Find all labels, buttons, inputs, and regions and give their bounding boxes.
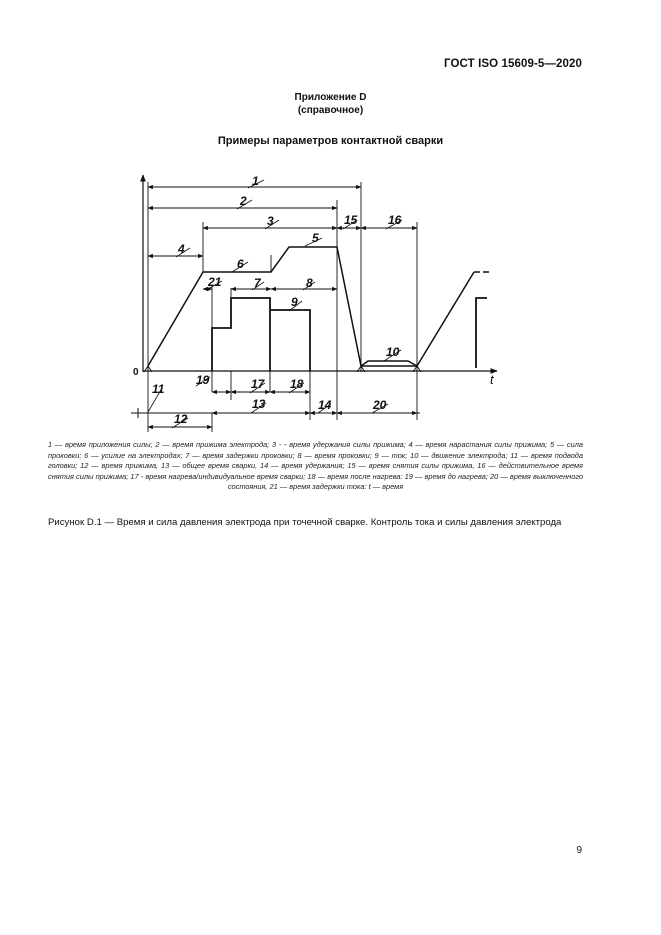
standard-code: ГОСТ ISO 15609-5—2020 <box>444 58 582 70</box>
page-number: 9 <box>576 845 582 856</box>
label-16: 16 <box>388 213 402 227</box>
label-13: 13 <box>252 397 266 411</box>
welding-timing-diagram <box>115 165 505 440</box>
origin-label: 0 <box>133 367 139 378</box>
figure-legend: 1 — время приложения силы; 2 — время прижима электрода; 3 - - время удержания силы прижима; 4 — время нарастания силы прижима; 5 — сила проковки; 6 — усилие на электродах; 7 — время задержки проковки; 8 — время проковки; 9 — ток; 10 — движение электрода; 11 — время подвода головки; 12 — время прижима, 13 — общее время сварки, 14 — время удержания; 15 — время снятия силы прижима, 16 — действительное время снятия силы прижима; 17 - время нагрева/индивидуальное время сварки; 18 — время после нагрева: 19 — время до нагрева; 20 — время выключенного состояния, 21 — время задержки тока: t — время <box>48 440 583 492</box>
figure-caption: Рисунок D.1 — Время и сила давления электрода при точечной сварке. Контроль тока и силы давления электрода <box>48 517 562 528</box>
label-6: 6 <box>237 257 244 271</box>
label-5: 5 <box>312 231 319 245</box>
annex-heading <box>0 91 661 117</box>
time-axis-label: t <box>490 372 494 387</box>
label-10: 10 <box>386 345 400 359</box>
label-11: 11 <box>152 382 165 396</box>
force-step-end <box>476 298 487 368</box>
label-9: 9 <box>291 295 298 309</box>
label-20: 20 <box>373 398 387 412</box>
label-21: 21 <box>208 275 222 289</box>
label-19: 19 <box>196 373 210 387</box>
label-3: 3 <box>267 214 274 228</box>
label-12: 12 <box>174 412 188 426</box>
label-1: 1 <box>252 174 259 188</box>
label-2: 2 <box>240 194 247 208</box>
label-15: 15 <box>344 213 358 227</box>
force-profile <box>148 247 474 366</box>
label-18: 18 <box>290 377 304 391</box>
label-14: 14 <box>318 398 332 412</box>
label-17: 17 <box>251 377 265 391</box>
label-4: 4 <box>178 242 185 256</box>
annex-subtitle: (справочное) <box>297 105 364 116</box>
annex-title: Приложение D <box>294 92 367 103</box>
label-7: 7 <box>254 276 261 290</box>
section-title: Примеры параметров контактной сварки <box>217 135 444 147</box>
label-8: 8 <box>306 276 313 290</box>
